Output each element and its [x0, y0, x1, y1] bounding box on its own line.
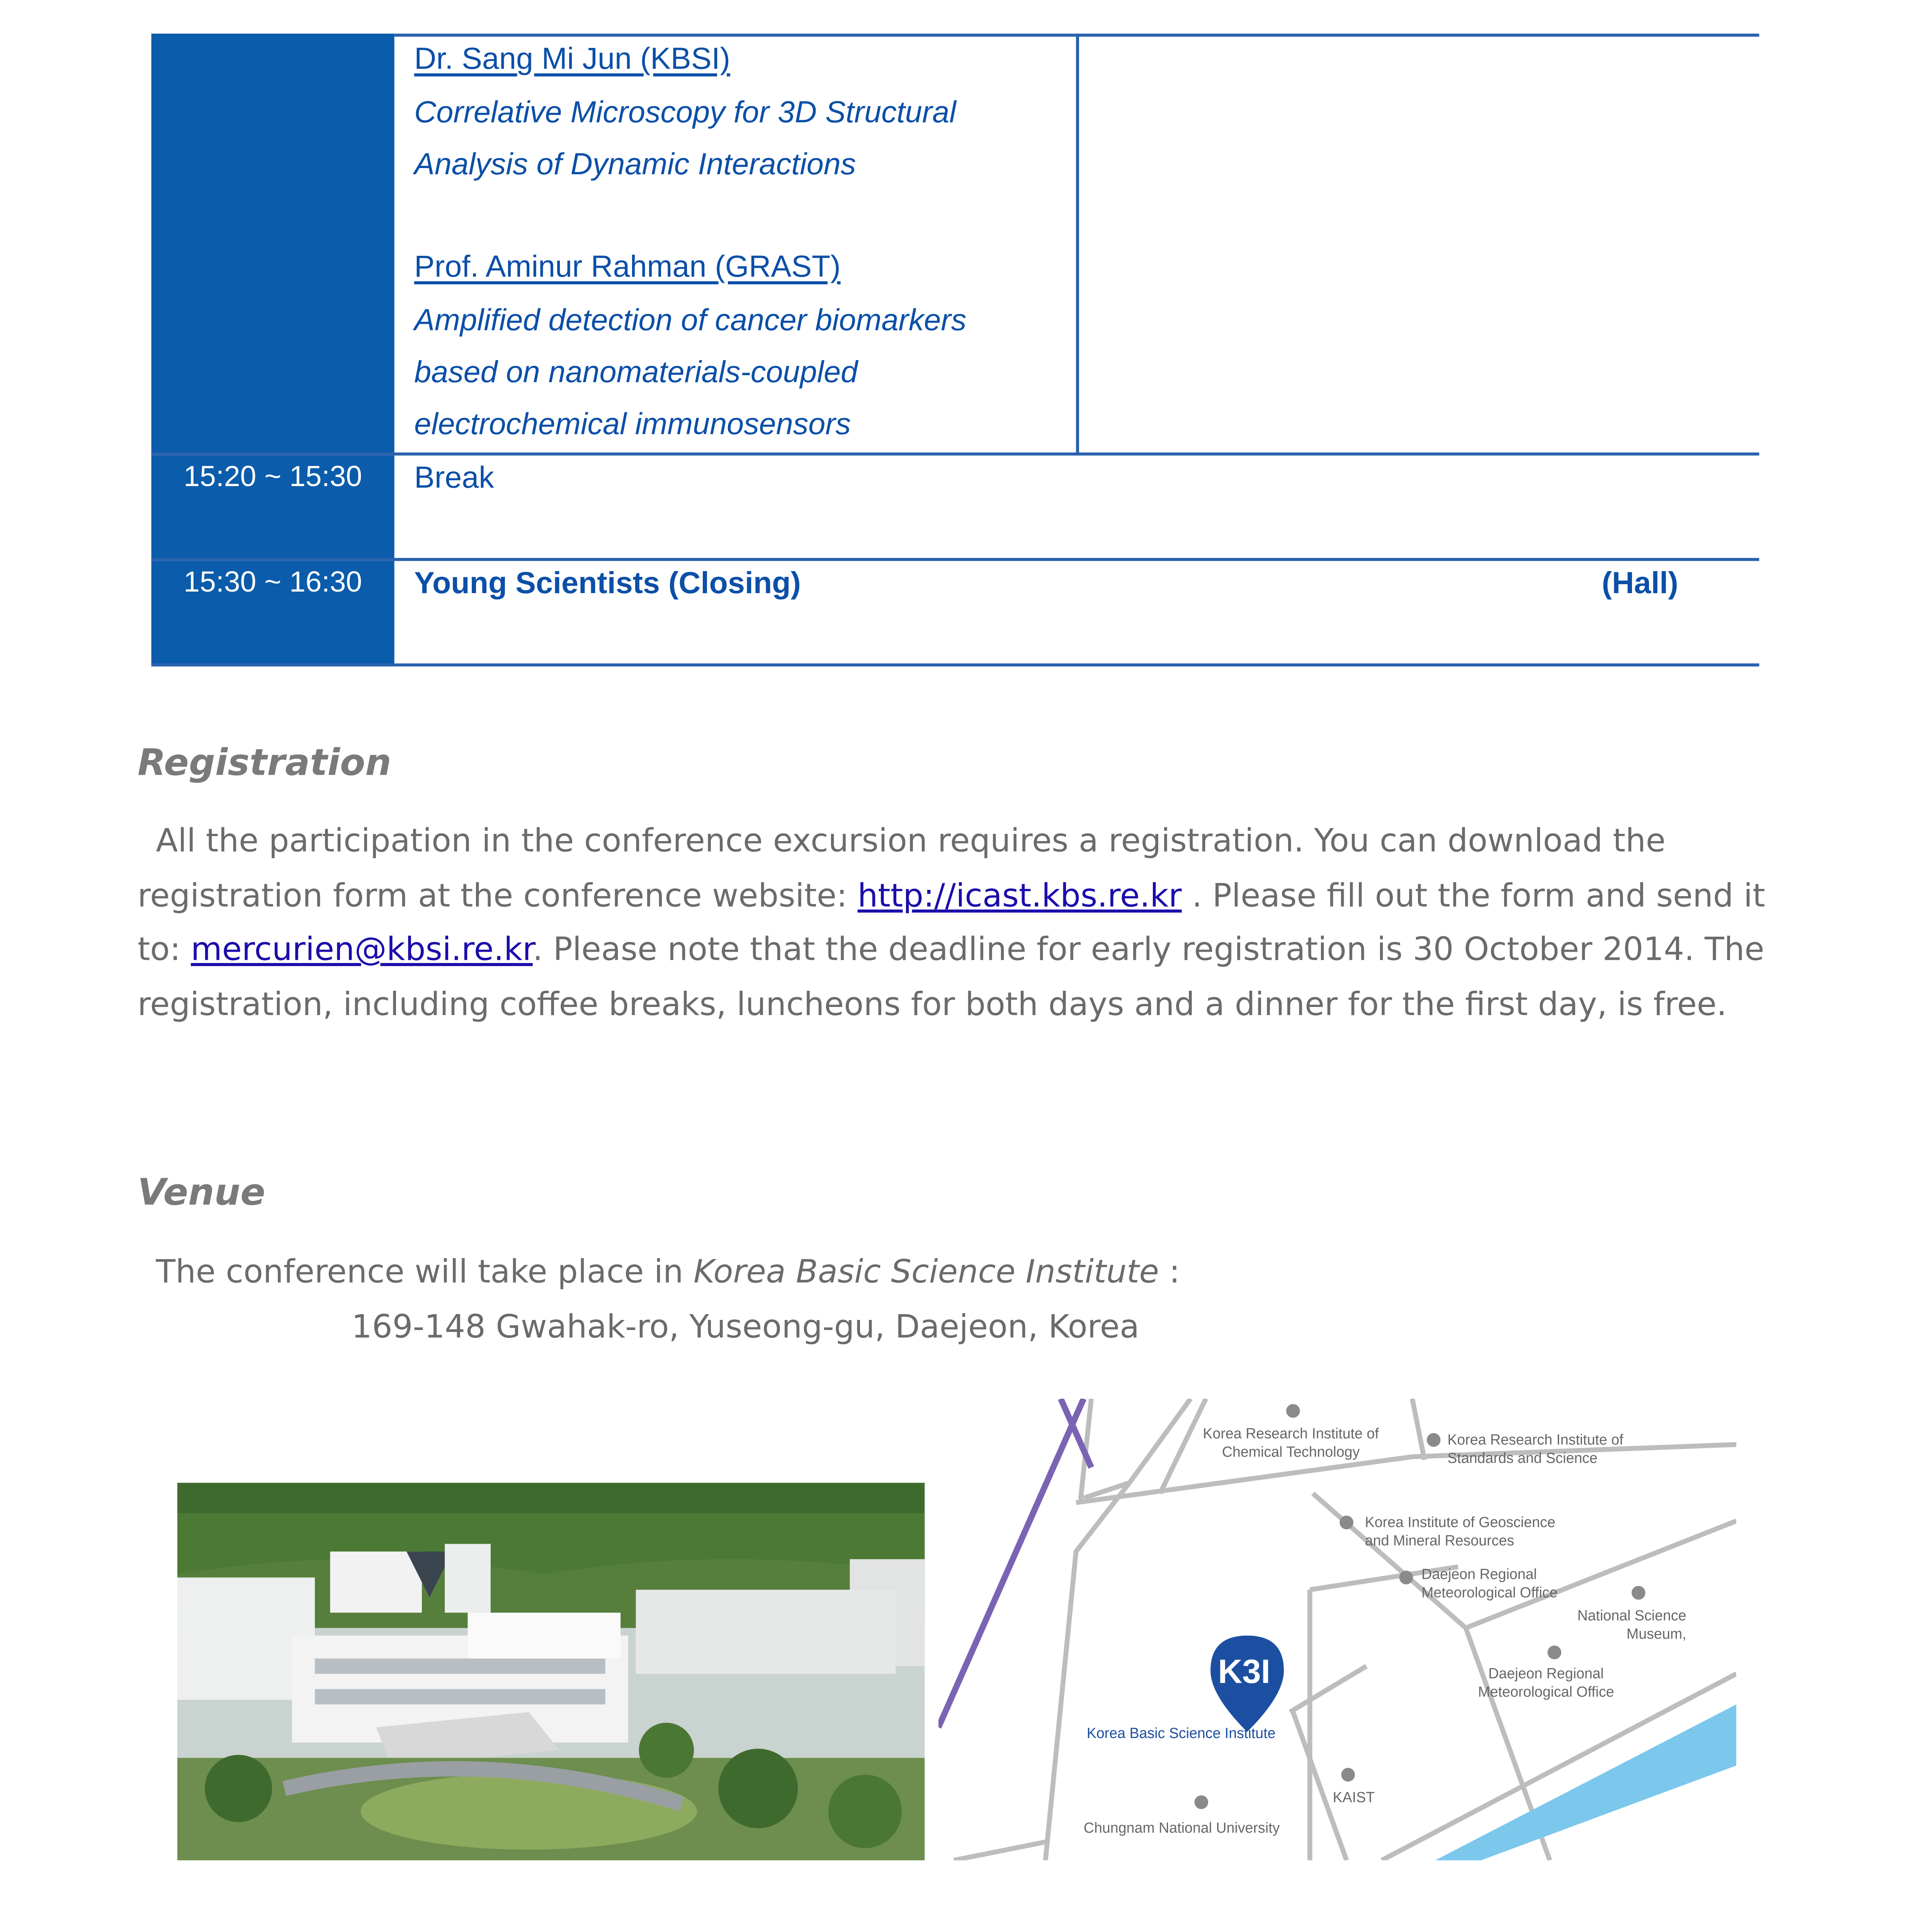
map-label-museum — [1577, 1608, 1686, 1645]
map-label-line: Korea Institute of Geoscience — [1365, 1515, 1555, 1532]
map-label-line: National Science — [1577, 1608, 1686, 1625]
campus-photo — [177, 1483, 925, 1860]
registration-paragraph — [138, 815, 1788, 1032]
speaker-name: Prof. Aminur Rahman (GRAST) — [414, 250, 841, 284]
map-label-line: Standards and Science — [1447, 1451, 1598, 1468]
map-label-line: Meteorological Office — [1421, 1585, 1558, 1602]
venue-heading: Venue — [138, 1171, 265, 1214]
table-rule — [151, 558, 1759, 560]
table-column-divider — [1076, 34, 1078, 454]
map-label-line: Museum, — [1627, 1626, 1686, 1643]
talk-title-line: Correlative Microscopy for 3D Structural — [414, 96, 956, 130]
venue-institute: Korea Basic Science Institute — [694, 1253, 1159, 1290]
speaker-name: Dr. Sang Mi Jun (KBSI) — [414, 43, 730, 77]
map-label-line: Daejeon Regional — [1488, 1666, 1604, 1683]
map-label-line: Daejeon Regional — [1421, 1566, 1537, 1584]
registration-email-link[interactable]: mercurien@kbsi.re.kr — [190, 931, 533, 968]
map-label-krict — [1203, 1426, 1379, 1463]
venue-address: 169-148 Gwahak-ro, Yuseong-gu, Daejeon, Korea — [351, 1308, 1139, 1345]
map-label-line: Korea Research Institute of — [1447, 1432, 1623, 1449]
row-title: Young Scientists (Closing) — [414, 567, 801, 601]
map-label-kbsi: Korea Basic Science Institute — [1086, 1726, 1276, 1743]
venue-intro — [156, 1246, 1807, 1300]
talk-title-line: Analysis of Dynamic Interactions — [414, 148, 856, 182]
registration-text: All the participation in the conference excursion requires a registration. You can download the registration form at the conference website: — [138, 822, 1666, 914]
conference-website-link[interactable]: http://icast.kbs.re.kr — [857, 877, 1182, 914]
map-label-cnu: Chungnam National University — [1083, 1820, 1280, 1838]
row-title: Break — [414, 461, 494, 495]
map-label-kigam — [1365, 1515, 1555, 1551]
map-label-line: and Mineral Resources — [1365, 1533, 1515, 1550]
kbsi-logo: K3I — [1218, 1652, 1270, 1691]
map-label-kriss — [1447, 1432, 1623, 1469]
registration-text: . Please fill out the form and send it to: — [138, 877, 1765, 968]
venue-text: : — [1159, 1253, 1180, 1290]
time-cell-session — [151, 34, 394, 454]
talk-title — [414, 87, 956, 191]
map-label-line: Chemical Technology — [1222, 1444, 1360, 1461]
venue-text: The conference will take place in — [156, 1253, 694, 1290]
map-label-daejeon-met-2 — [1478, 1666, 1614, 1703]
map-label-kaist: KAIST — [1333, 1790, 1375, 1807]
registration-text: . Please note that the deadline for early registration is 30 October 2014. The registration, including coffee breaks, luncheons for both days and a dinner for the first day, is free. — [138, 931, 1764, 1022]
table-rule — [151, 452, 1759, 455]
map-label-daejeon-met-1 — [1421, 1567, 1557, 1604]
registration-heading: Registration — [138, 741, 391, 784]
talk-title-line: electrochemical immunosensors — [414, 408, 851, 442]
talk-title — [414, 295, 966, 451]
time-slot: 15:30 ~ 16:30 — [184, 567, 362, 599]
map-label-line: Meteorological Office — [1478, 1684, 1614, 1702]
map-label-line: Korea Research Institute of — [1203, 1426, 1379, 1443]
table-rule — [151, 663, 1759, 666]
time-slot: 15:20 ~ 15:30 — [184, 461, 362, 494]
talk-title-line: based on nanomaterials-coupled — [414, 356, 858, 390]
row-location: (Hall) — [1601, 567, 1678, 601]
talk-title-line: Amplified detection of cancer biomarkers — [414, 304, 967, 338]
